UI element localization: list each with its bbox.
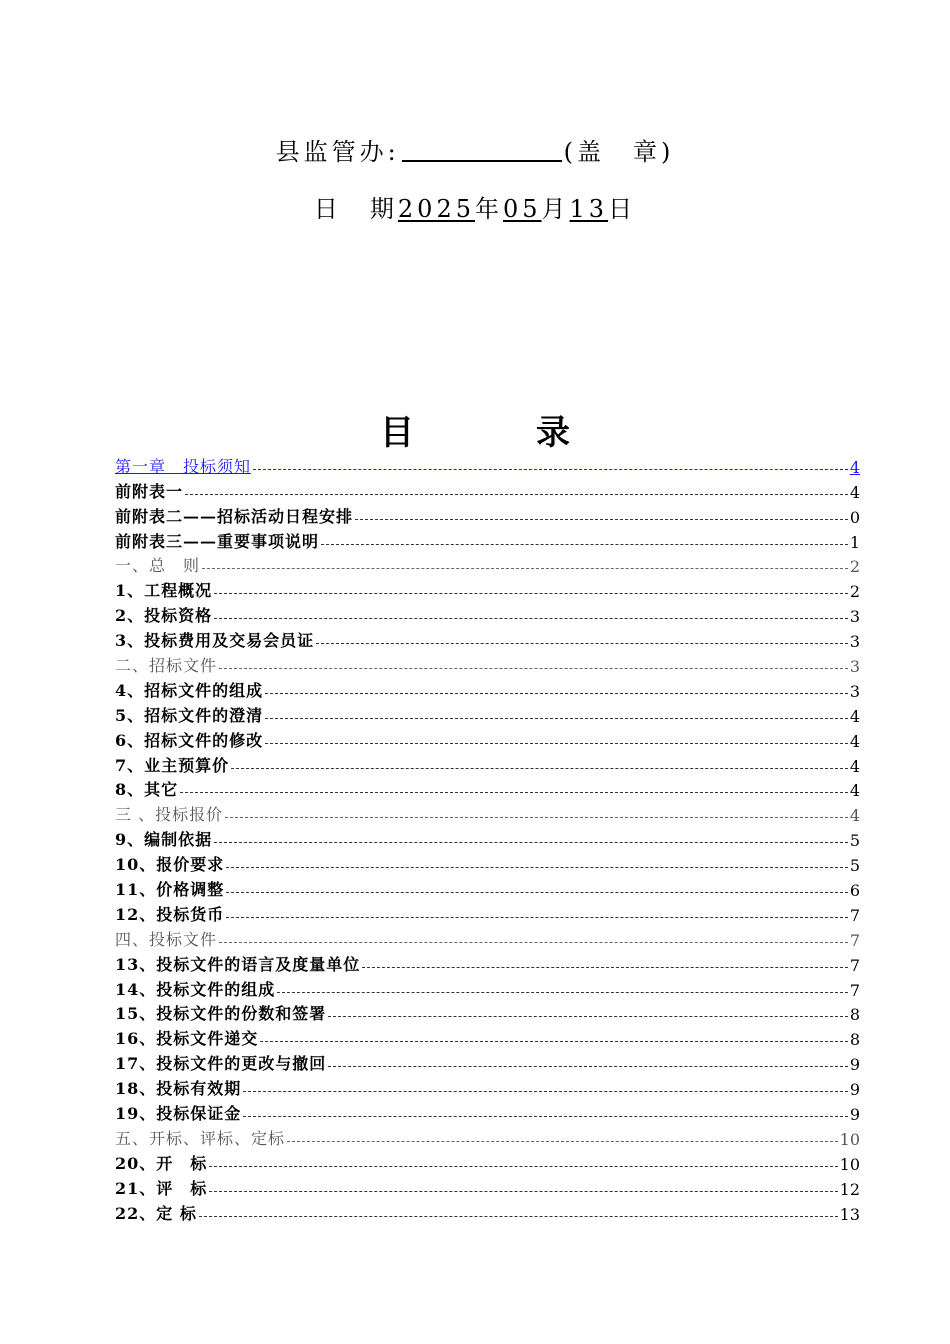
toc-entry	[115, 527, 860, 552]
toc-entry-title: 8、其它	[115, 780, 179, 800]
toc-entry-title: 4、招标文件的组成	[115, 680, 264, 700]
toc-entry	[115, 900, 860, 925]
toc-entry	[115, 1049, 860, 1074]
toc-entry-page: 7	[849, 905, 860, 925]
table-of-contents	[115, 452, 860, 1224]
toc-leader-dashes	[209, 1165, 837, 1167]
toc-entry	[115, 1024, 860, 1049]
toc-entry	[115, 975, 860, 1000]
toc-entry	[115, 626, 860, 651]
toc-leader-dashes	[260, 1040, 848, 1042]
toc-entry	[115, 925, 860, 950]
toc-entry-page: 9	[849, 1105, 860, 1125]
toc-entry-title: 21、评 标	[115, 1178, 208, 1198]
toc-entry-page: 4	[849, 756, 860, 776]
toc-entry-title: 6、招标文件的修改	[115, 730, 264, 750]
toc-leader-dashes	[231, 767, 848, 769]
toc-entry-page: 3	[849, 681, 860, 701]
toc-entry	[115, 1099, 860, 1124]
office-label: 县监管办:	[275, 138, 400, 166]
toc-entry-page: 5	[849, 856, 860, 876]
toc-entry-title: 15、投标文件的份数和签署	[115, 1004, 327, 1024]
toc-entry-title: 11、价格调整	[115, 880, 225, 900]
date-day-unit: 日	[608, 195, 637, 223]
toc-entry-page: 8	[849, 1030, 860, 1050]
toc-entry-title: 前附表二——招标活动日程安排	[115, 506, 354, 526]
toc-entry-page: 10	[839, 1154, 860, 1174]
toc-leader-dashes	[199, 1215, 838, 1217]
toc-leader-dashes	[243, 1115, 848, 1117]
toc-entry	[115, 850, 860, 875]
toc-title: 目 录	[380, 413, 614, 453]
signature-blank	[402, 138, 562, 162]
toc-entry-page: 3	[849, 632, 860, 652]
toc-leader-dashes	[265, 742, 848, 744]
toc-entry-page: 4	[849, 482, 860, 502]
toc-leader-dashes	[209, 1190, 837, 1192]
toc-entry-page: 4	[849, 457, 860, 477]
toc-entry-page: 3	[849, 657, 860, 677]
toc-leader-dashes	[321, 543, 848, 545]
toc-entry	[115, 576, 860, 601]
date-month: 05	[502, 195, 542, 223]
toc-leader-dashes	[328, 1065, 848, 1067]
toc-entry	[115, 726, 860, 751]
toc-entry-title: 20、开 标	[115, 1153, 208, 1173]
toc-entry-title: 12、投标货币	[115, 904, 225, 924]
toc-entry	[115, 1199, 860, 1224]
toc-entry	[115, 1174, 860, 1199]
toc-entry-page: 3	[849, 607, 860, 627]
seal-label: (盖 章)	[563, 138, 675, 166]
toc-entry-title: 前附表一	[115, 481, 184, 501]
toc-entry	[115, 1000, 860, 1025]
toc-entry-page: 2	[849, 582, 860, 602]
toc-entry	[115, 502, 860, 527]
toc-entry-page: 1	[849, 532, 860, 552]
toc-entry-page: 12	[839, 1179, 860, 1199]
toc-leader-dashes	[362, 966, 848, 968]
toc-entry	[115, 875, 860, 900]
toc-leader-dashes	[202, 567, 848, 569]
toc-entry-title: 7、业主预算价	[115, 755, 230, 775]
toc-leader-dashes	[226, 866, 848, 868]
toc-entry-title: 五、开标、评标、定标	[115, 1128, 286, 1148]
toc-leader-dashes	[265, 692, 848, 694]
toc-entry-title: 2、投标资格	[115, 606, 213, 626]
toc-entry-title: 16、投标文件递交	[115, 1029, 259, 1049]
toc-leader-dashes	[214, 617, 848, 619]
date-day: 13	[569, 195, 609, 223]
toc-leader-dashes	[180, 791, 848, 793]
toc-entry-page: 0	[849, 507, 860, 527]
toc-entry	[115, 1149, 860, 1174]
toc-entry-page: 4	[849, 781, 860, 801]
toc-entry-title: 3、投标费用及交易会员证	[115, 631, 315, 651]
toc-entry	[115, 825, 860, 850]
toc-entry-page: 7	[849, 955, 860, 975]
toc-entry	[115, 800, 860, 825]
toc-entry-title: 三 、投标报价	[115, 805, 224, 825]
toc-entry-page: 2	[849, 557, 860, 577]
date-year-unit: 年	[474, 195, 503, 223]
toc-entry-title: 10、报价要求	[115, 855, 225, 875]
toc-entry-page: 7	[849, 930, 860, 950]
toc-entry-page: 9	[849, 1080, 860, 1100]
toc-leader-dashes	[226, 916, 848, 918]
toc-entry-page: 6	[849, 881, 860, 901]
toc-entry-title: 17、投标文件的更改与撤回	[115, 1054, 327, 1074]
date-month-unit: 月	[541, 195, 570, 223]
supervision-office-signature-line	[0, 132, 950, 167]
date-line	[0, 189, 950, 224]
toc-leader-dashes	[225, 816, 848, 818]
toc-entry-title: 22、定 标	[115, 1203, 197, 1223]
toc-entry-title: 1、工程概况	[115, 581, 213, 601]
toc-leader-dashes	[219, 941, 848, 943]
toc-leader-dashes	[214, 592, 848, 594]
toc-entry-page: 8	[849, 1005, 860, 1025]
date-year: 2025	[397, 195, 475, 223]
toc-entry-page: 7	[849, 980, 860, 1000]
toc-entry	[115, 552, 860, 577]
toc-entry-page: 4	[849, 706, 860, 726]
date-label: 日 期	[313, 195, 398, 223]
toc-entry[interactable]	[115, 452, 860, 477]
toc-leader-dashes	[328, 1015, 848, 1017]
toc-entry-title: 二、招标文件	[115, 656, 218, 676]
toc-entry-page: 10	[839, 1129, 860, 1149]
toc-entry	[115, 676, 860, 701]
toc-leader-dashes	[355, 518, 848, 520]
toc-entry-title: 18、投标有效期	[115, 1079, 242, 1099]
toc-entry-title: 前附表三——重要事项说明	[115, 531, 320, 551]
toc-entry	[115, 651, 860, 676]
toc-entry-page: 4	[849, 731, 860, 751]
toc-entry-title: 5、招标文件的澄清	[115, 705, 264, 725]
toc-leader-dashes	[214, 841, 848, 843]
toc-entry-page: 13	[839, 1204, 860, 1224]
toc-leader-dashes	[219, 667, 848, 669]
toc-entry-title: 四、投标文件	[115, 929, 218, 949]
toc-leader-dashes	[185, 493, 848, 495]
toc-entry-page: 9	[849, 1055, 860, 1075]
toc-leader-dashes	[277, 991, 848, 993]
toc-entry	[115, 477, 860, 502]
toc-entry-page: 4	[849, 806, 860, 826]
toc-entry	[115, 601, 860, 626]
toc-leader-dashes	[253, 468, 848, 470]
toc-leader-dashes	[316, 642, 848, 644]
toc-leader-dashes	[243, 1090, 848, 1092]
toc-leader-dashes	[226, 891, 848, 893]
toc-entry	[115, 751, 860, 776]
toc-leader-dashes	[287, 1140, 838, 1142]
toc-entry-title: 14、投标文件的组成	[115, 979, 276, 999]
toc-entry-title: 一、总 则	[115, 556, 201, 576]
toc-entry-title: 13、投标文件的语言及度量单位	[115, 954, 361, 974]
toc-entry-title: 19、投标保证金	[115, 1104, 242, 1124]
toc-entry-title: 第一章 投标须知	[115, 456, 252, 476]
toc-entry	[115, 1074, 860, 1099]
toc-entry-page: 5	[849, 831, 860, 851]
toc-entry	[115, 776, 860, 801]
toc-entry	[115, 950, 860, 975]
toc-entry-title: 9、编制依据	[115, 830, 213, 850]
toc-entry	[115, 1124, 860, 1149]
toc-leader-dashes	[265, 717, 848, 719]
toc-entry	[115, 701, 860, 726]
